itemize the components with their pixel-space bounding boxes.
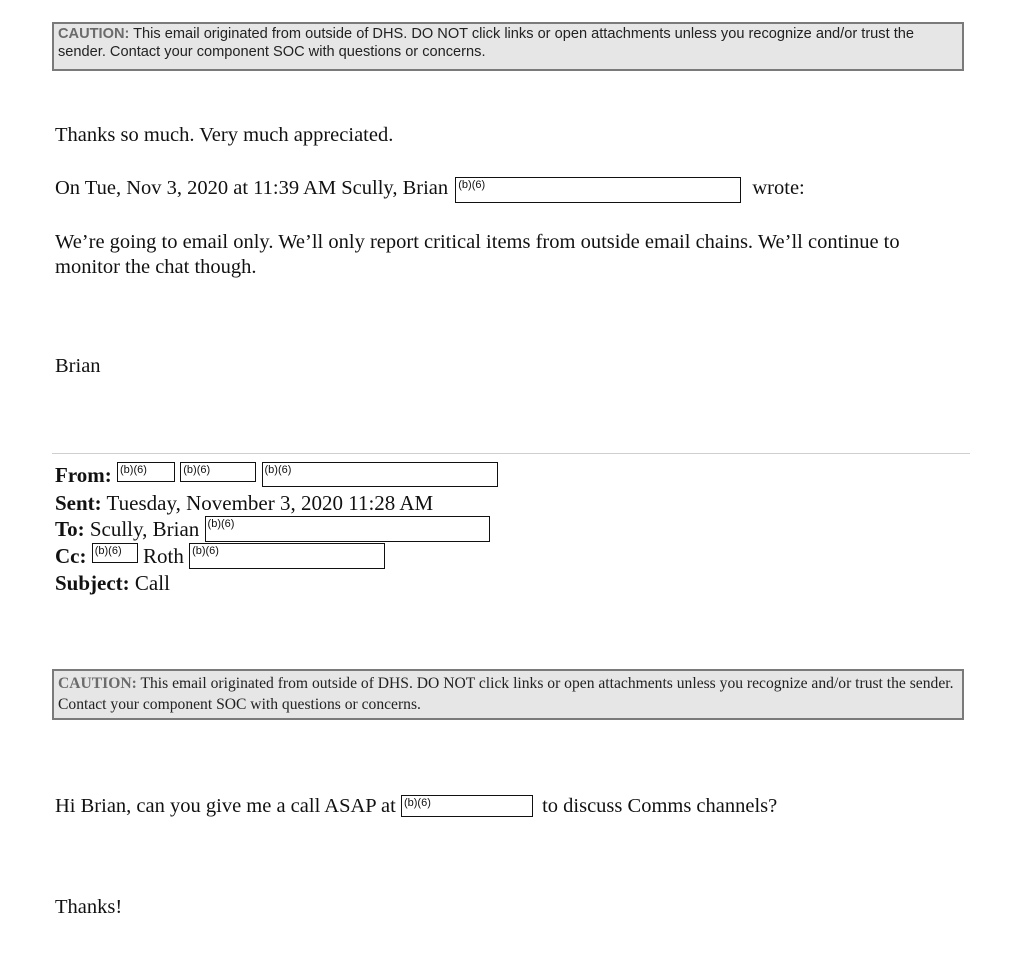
message-text-end: to discuss Comms channels?: [542, 795, 778, 817]
header-divider: [52, 453, 970, 454]
redaction-box: (b)(6): [189, 543, 385, 569]
cc-name: Roth: [142, 544, 184, 568]
caution-text: This email originated from outside of DHS. DO NOT click links or open attachments unless you recognize and/or trust the sender. Contact your component SOC with questions or concerns.: [58, 26, 914, 60]
quote-intro-text: On Tue, Nov 3, 2020 at 11:39 AM Scully, Brian: [55, 177, 449, 199]
caution-banner-bottom: [52, 669, 964, 720]
from-line: [55, 462, 498, 489]
quote-intro-line: [55, 177, 805, 203]
subject-value: Call: [134, 571, 170, 595]
subject-line: [55, 570, 170, 597]
caution-banner-top: [52, 22, 964, 71]
message-closing: Thanks!: [55, 896, 123, 918]
quoted-signature: Brian: [55, 355, 101, 377]
quoted-body: We’re going to email only. We’ll only report critical items from outside email chains. We’ll continue to monitor the chat though.: [55, 231, 900, 278]
reply-thanks-line: Thanks so much. Very much appreciated.: [55, 124, 394, 146]
cc-label: Cc:: [55, 544, 87, 568]
sent-line: [55, 490, 433, 517]
message-line: [55, 795, 777, 818]
redaction-box: (b)(6): [92, 543, 138, 563]
caution-label: CAUTION:: [58, 675, 137, 692]
redaction-box: (b)(6): [205, 516, 490, 542]
to-line: [55, 516, 490, 543]
from-label: From:: [55, 463, 112, 487]
redaction-box: (b)(6): [180, 462, 256, 482]
caution-label: CAUTION:: [58, 26, 130, 42]
caution-text: This email originated from outside of DHS. DO NOT click links or open attachments unless you recognize and/or trust the sender. Contact your component SOC with questions or concerns.: [58, 675, 954, 714]
redaction-box: (b)(6): [455, 177, 741, 203]
quote-intro-wrote: wrote:: [752, 177, 805, 199]
redaction-box: (b)(6): [117, 462, 175, 482]
to-label: To:: [55, 517, 85, 541]
redaction-box: (b)(6): [401, 795, 533, 817]
redaction-box: (b)(6): [262, 462, 498, 487]
sent-value: Tuesday, November 3, 2020 11:28 AM: [106, 491, 434, 515]
sent-label: Sent:: [55, 491, 102, 515]
to-value: Scully, Brian: [89, 517, 200, 541]
message-text: Hi Brian, can you give me a call ASAP at: [55, 795, 396, 817]
subject-label: Subject:: [55, 571, 130, 595]
cc-line: [55, 543, 385, 570]
